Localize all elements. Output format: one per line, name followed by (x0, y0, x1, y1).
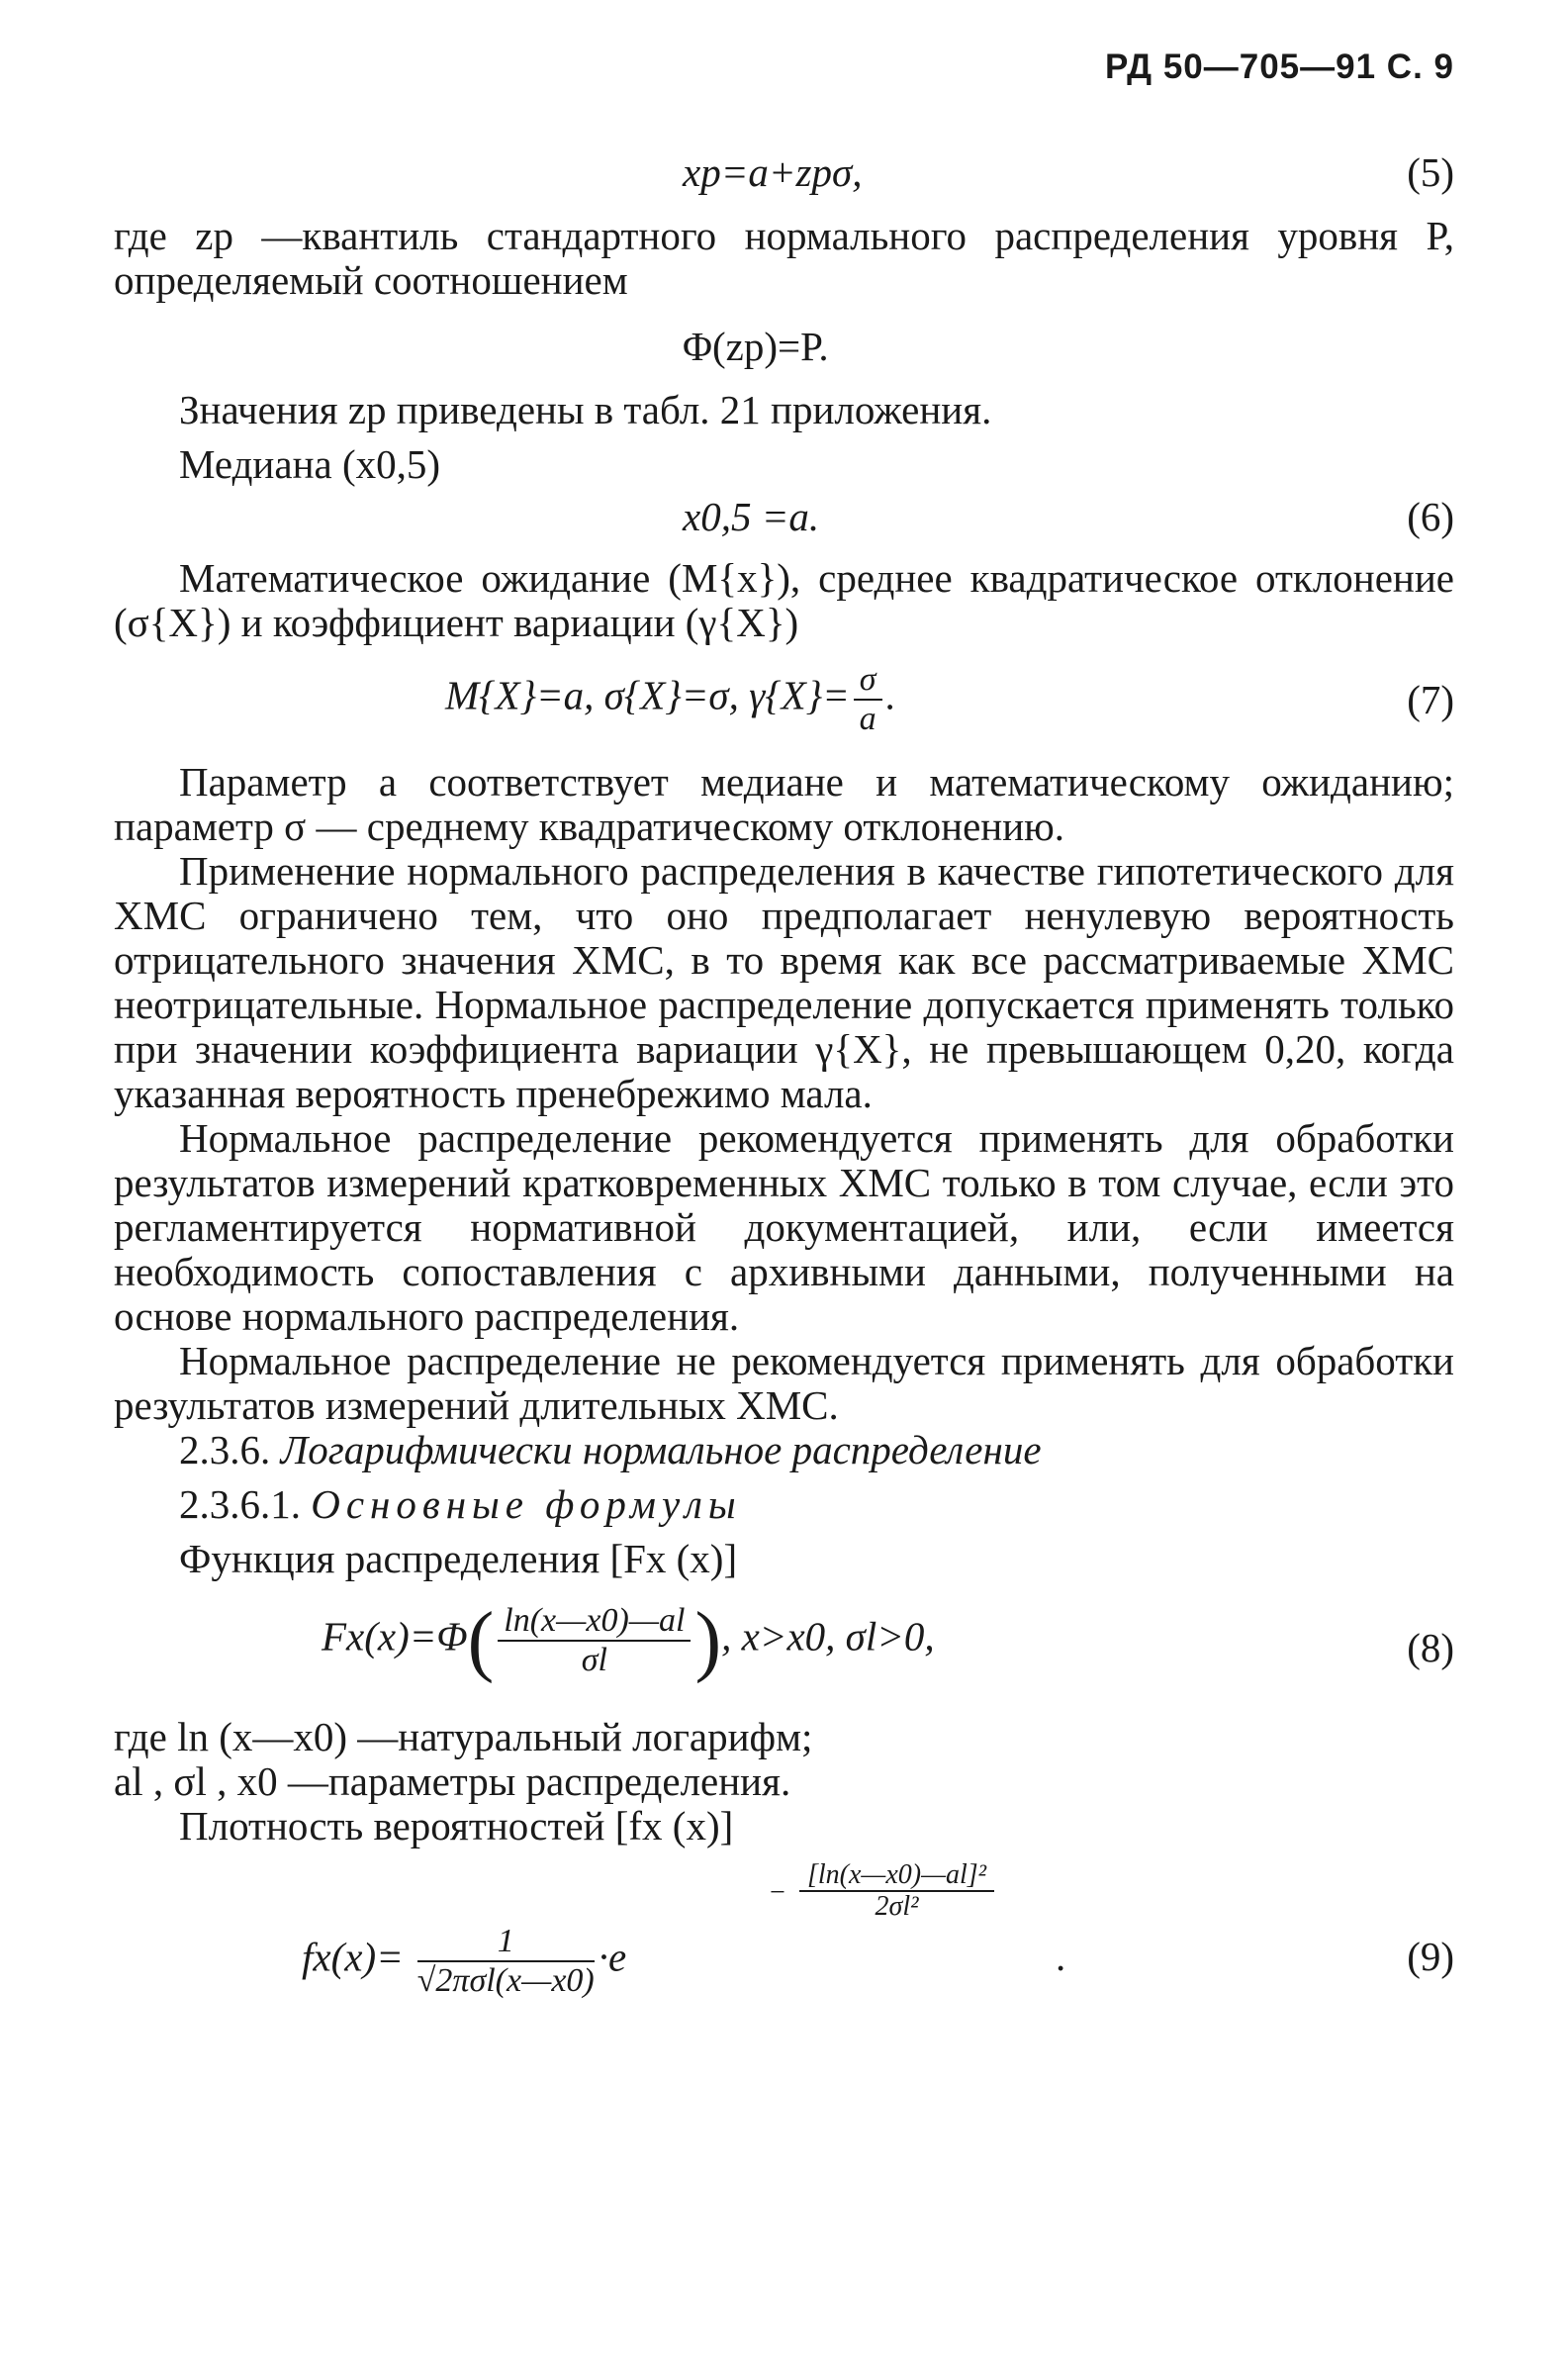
equation-6-number: (6) (1407, 494, 1454, 539)
paragraph-parameter-a: Параметр a соответствует медиане и математическому ожиданию; параметр σ — среднему квадратическому отклонению. (114, 759, 1454, 849)
section-2-3-6-1 (114, 1482, 1454, 1527)
equation-9-exponent-numerator: [ln(x—x0)—al]² (799, 1860, 994, 1892)
section-2-3-6-1-title: Основные формулы (311, 1481, 742, 1527)
paragraph-values: Значения zp приведены в табл. 21 приложения. (179, 387, 992, 432)
equation-9 (302, 1923, 626, 2000)
equation-7-denominator: a (859, 701, 876, 737)
equation-8-fraction (498, 1602, 691, 1679)
equation-8-numerator: ln(x—x0)—al (498, 1602, 691, 1642)
equation-7-number: (7) (1407, 677, 1454, 722)
right-paren: ) (694, 1597, 722, 1684)
equation-9-left: fx(x)= (302, 1934, 404, 1980)
section-2-3-6 (114, 1428, 1454, 1472)
equation-7 (445, 661, 896, 738)
equation-9-tail: . (1057, 1934, 1067, 1979)
equation-8 (322, 1597, 935, 1684)
equation-7-numerator: σ (854, 661, 882, 701)
paragraph-density: Плотность вероятностей [fx (x)] (179, 1803, 734, 1849)
section-2-3-6-number: 2.3.6. (179, 1427, 271, 1472)
equation-8-denominator: σl (581, 1642, 607, 1678)
paragraph-distribution-function: Функция распределения [Fx (x)] (179, 1536, 738, 1581)
section-2-3-6-title: Логарифмически нормальное распределение (280, 1427, 1042, 1472)
left-paren: ( (467, 1597, 495, 1684)
equation-6: x0,5 =a. (683, 494, 820, 539)
equation-9-mid: ·e (598, 1934, 627, 1980)
paragraph-expectation: Математическое ожидание (M{x}), среднее квадратическое отклонение (σ{X}) и коэффициент вариации (γ{X}) (114, 555, 1454, 645)
page-header: РД 50—705—91 С. 9 (1105, 47, 1454, 86)
equation-9-numerator: 1 (417, 1923, 595, 1962)
equation-9-number: (9) (1407, 1934, 1454, 1979)
equation-9-exponent (770, 1859, 994, 1922)
paragraph-quantile: где zp —квантиль стандартного нормального распределения уровня P, определяемый соотношением (114, 213, 1454, 303)
equation-8-tail: , x>x0, σl>0, (721, 1613, 935, 1659)
paragraph-median: Медиана (x0,5) (179, 441, 441, 487)
equation-5-number: (5) (1407, 149, 1454, 195)
equation-9-denominator: √2πσl(x—x0) (416, 1962, 595, 1999)
equation-7-fraction (854, 661, 882, 738)
section-2-3-6-1-number: 2.3.6.1. (179, 1481, 301, 1527)
equation-5: xp=a+zpσ, (683, 149, 863, 195)
paragraph-recommended: Нормальное распределение рекомендуется применять для обработки результатов измерений кратковременных ХМС только в том случае, если это регламентируется нормативной документацией, или, если имеется необходимость сопоставления с архивными данными, полученными на основе нормального распределения. (114, 1115, 1454, 1339)
equation-9-fraction (417, 1923, 595, 2000)
paragraph-not-recommended: Нормальное распределение не рекомендуется применять для обработки результатов измерений длительных ХМС. (114, 1338, 1454, 1428)
equation-phi: Φ(zp)=P. (683, 324, 829, 369)
paragraph-params: al , σl , x0 —параметры распределения. (114, 1758, 791, 1804)
equation-8-number: (8) (1407, 1625, 1454, 1670)
equation-7-tail: . (885, 672, 896, 718)
equation-9-exponent-denominator: 2σl² (875, 1891, 919, 1922)
paragraph-application: Применение нормального распределения в качестве гипотетического для ХМС ограничено тем, что оно предполагает ненулевую вероятность отрицательного значения ХМС, в то время как все рассматриваемые ХМС неотрицательные. Нормальное распределение допускается применять только при значении коэффициента вариации γ{X}, не превышающем 0,20, когда указанная вероятность пренебрежимо мала. (114, 848, 1454, 1116)
equation-7-left: M{X}=a, σ{X}=σ, γ{X}= (445, 672, 850, 718)
exponent-minus: − (770, 1877, 785, 1908)
equation-8-left: Fx(x)=Φ (322, 1613, 468, 1659)
paragraph-ln-def: где ln (x—x0) —натуральный логарифм; (114, 1714, 813, 1759)
